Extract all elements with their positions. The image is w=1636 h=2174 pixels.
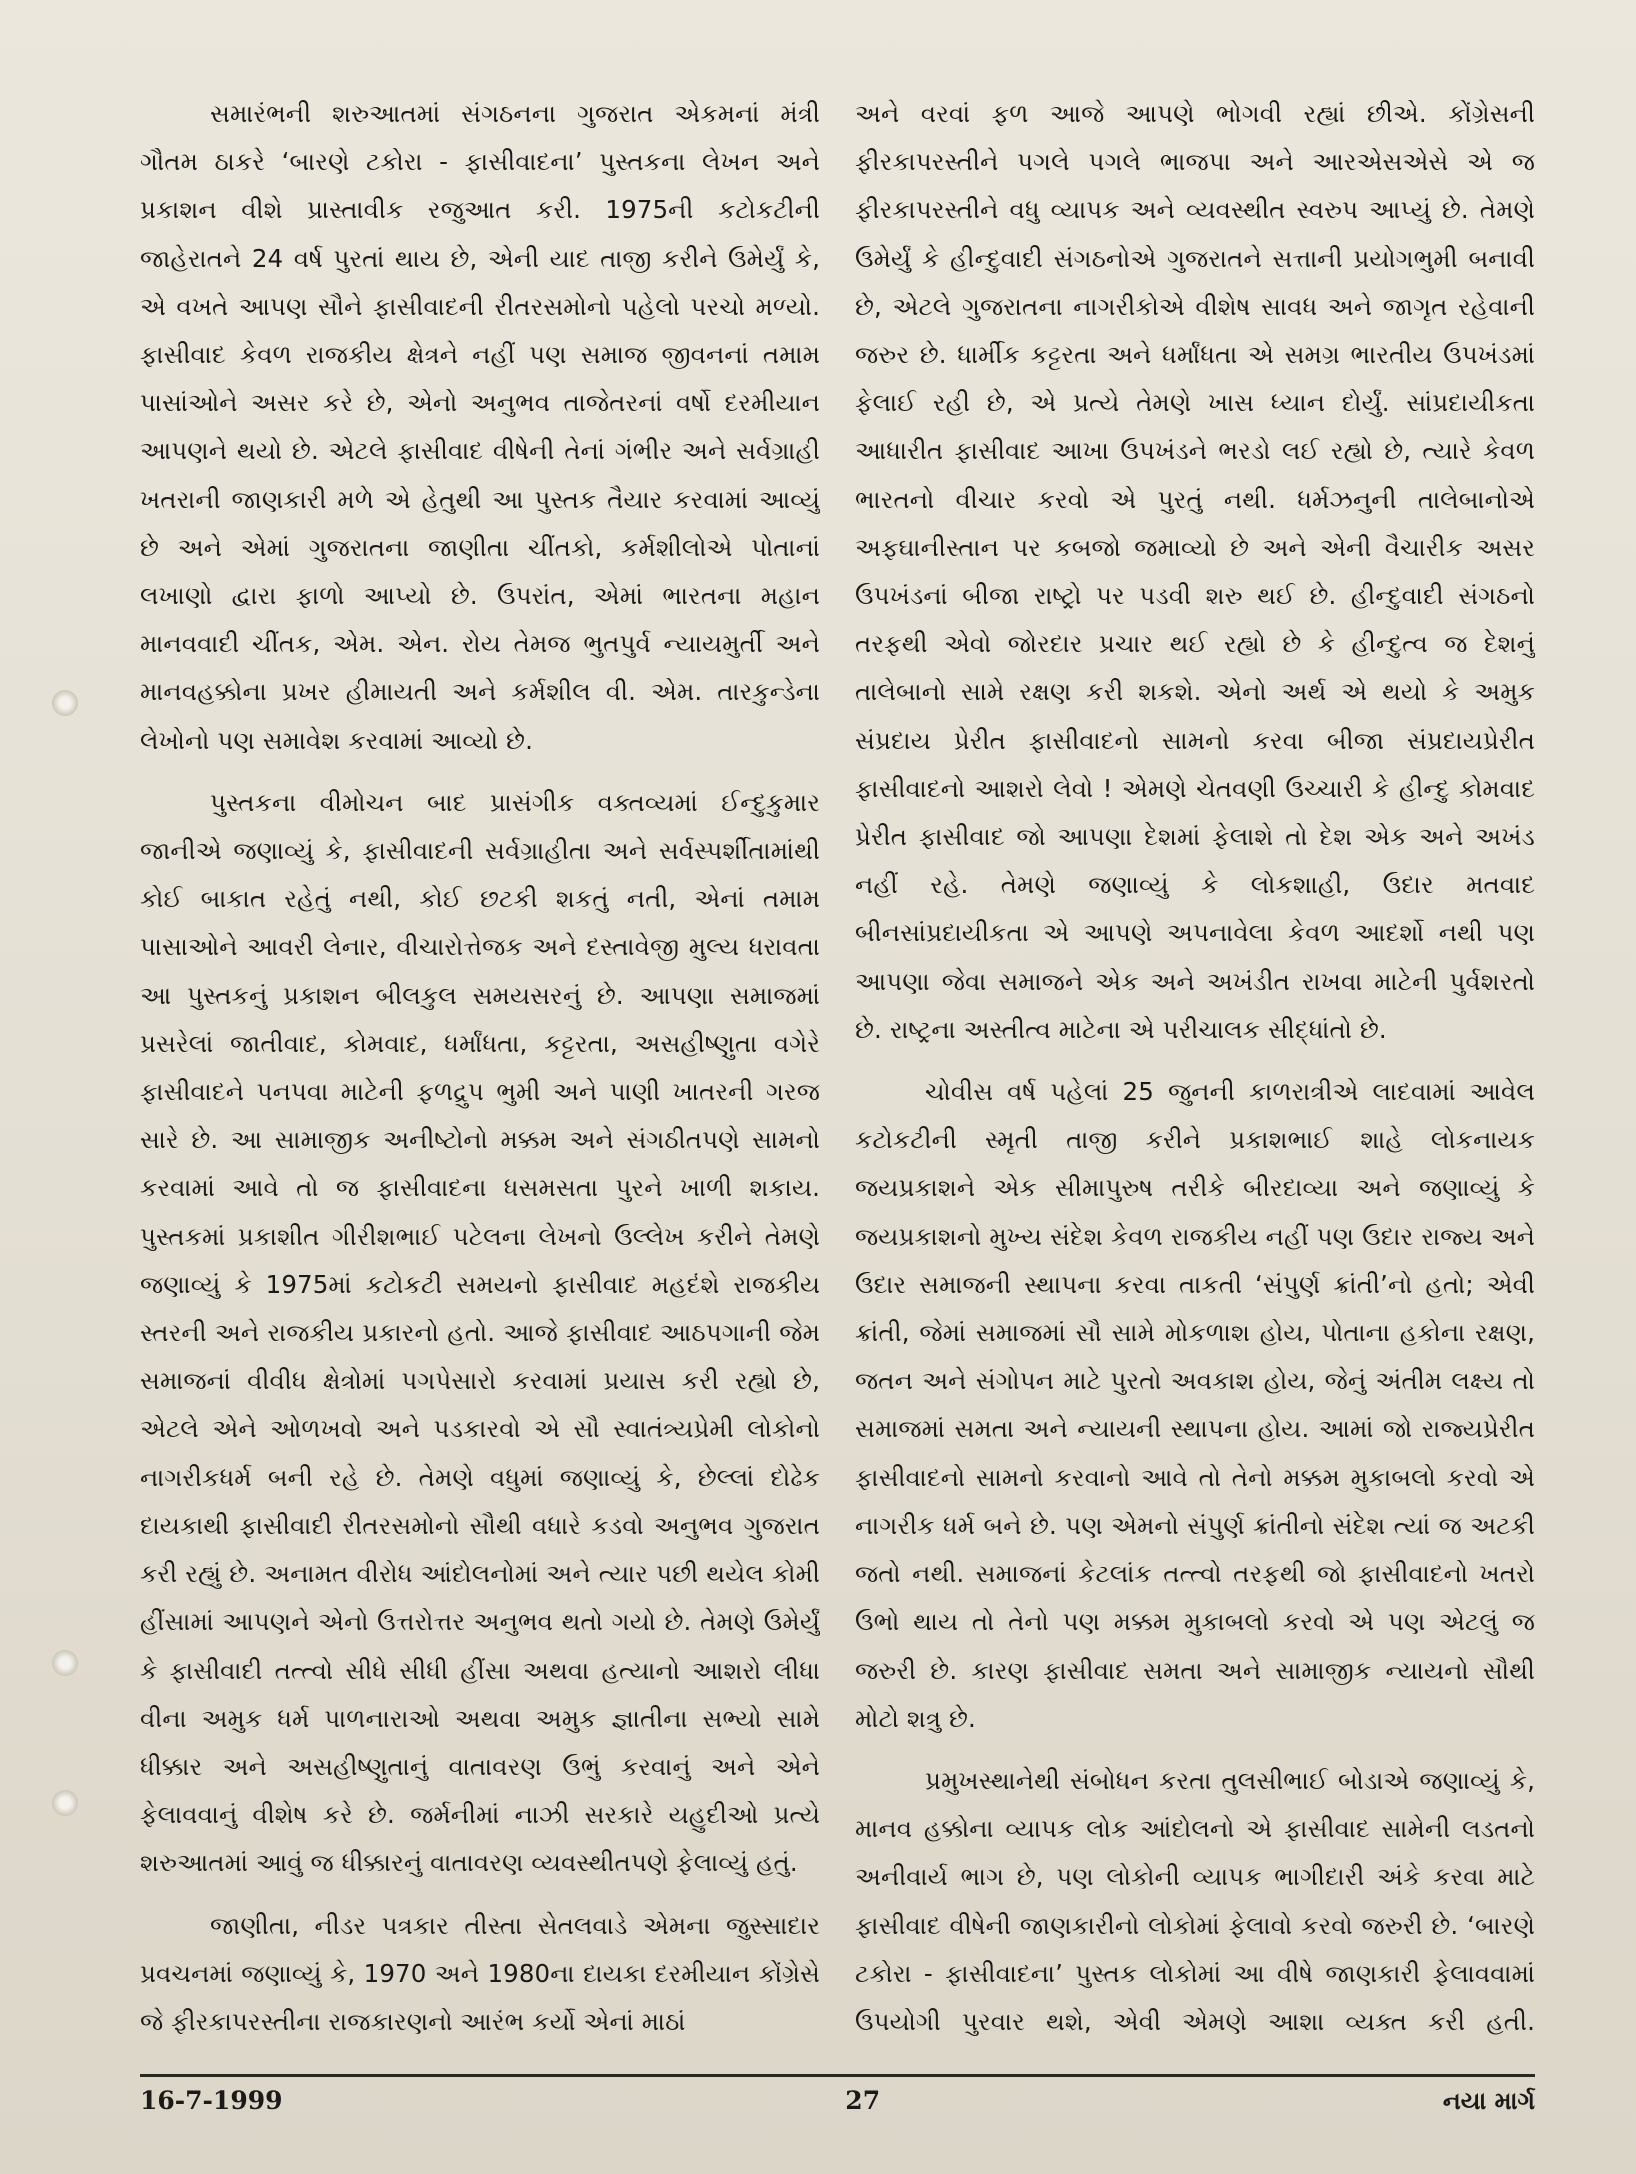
paragraph: પુસ્તકના વીમોચન બાદ પ્રાસંગીક વક્તવ્યમાં ઈન્દુકુમાર જાનીએ જણાવ્યું કે, ફાસીવાદની સર્વગ્રાહીતા અને સર્વસ્પર્શીતામાંથી કોઈ બાકાત રહેતું નથી, કોઈ છટકી શકતું નતી, એનાં તમામ પાસાઓને આવરી લેનાર, વીચારોત્તેજક અને દસ્તાવેજી મુલ્ય ધરાવતા આ પુસ્તકનું પ્રકાશન બીલકુલ સમયસરનું છે. આપણા સમાજમાં પ્રસરેલાં જાતીવાદ, કોમવાદ, ધર્માંધતા, કટ્ટરતા, અસહીષ્ણુતા વગેરે ફાસીવાદને પનપવા માટેની ફળદ્રુપ ભુમી અને પાણી ખાતરની ગરજ સારે છે. આ સામાજીક અનીષ્ટોનો મક્કમ અને સંગઠીતપણે સામનો કરવામાં આવે તો જ ફાસીવાદના ધસમસતા પુરને ખાળી શકાય. પુસ્તકમાં પ્રકાશીત ગીરીશભાઈ પટેલના લેખનો ઉલ્લેખ કરીને તેમણે જણાવ્યું કે 1975માં કટોકટી સમયનો ફાસીવાદ મહદંશે રાજકીય સ્તરની અને રાજકીય પ્રકારનો હતો. આજે ફાસીવાદ આઠપગાની જેમ સમાજનાં વીવીધ ક્ષેત્રોમાં પગપેસારો કરવામાં પ્રયાસ કરી રહ્યો છે, એટલે એને ઓળખવો અને પડકારવો એ સૌ સ્વાતંત્ર્યપ્રેમી લોકોનો નાગરીકધર્મ બની રહે છે. તેમણે વધુમાં જણાવ્યું કે, છેલ્લાં દોઢેક દાયકાથી ફાસીવાદી રીતરસમોનો સૌથી વધારે કડવો અનુભવ ગુજરાત કરી રહ્યું છે. અનામત વીરોધ આંદોલનોમાં અને ત્યાર પછી થયેલ કોમી હીંસામાં આપણને એનો ઉત્તરોત્તર અનુભવ થતો ગયો છે. તેમણે ઉમેર્યું કે ફાસીવાદી તત્ત્વો સીધે સીધી હીંસા અથવા હત્યાનો આશરો લીધા વીના અમુક ધર્મ પાળનારાઓ અથવા અમુક જ્ઞાતીના સભ્યો સામે ધીક્કાર અને અસહીષ્ણુતાનું વાતાવરણ ઉભું કરવાનું અને એને ફેલાવવાનું વીશેષ કરે છે. જર્મનીમાં નાઝી સરકારે યહુદીઓ પ્રત્યે શરુઆતમાં આવું જ ધીક્કારનું વાતાવરણ વ્યવસ્થીતપણે ફેલાવ્યું હતું. — [140, 787, 820, 1878]
paragraph-last — [855, 1757, 1535, 2050]
article-body — [140, 90, 1535, 2050]
publication-name: નયા માર્ગ — [1442, 2086, 1535, 2115]
page-number: 27 — [845, 2086, 881, 2115]
right-column — [855, 90, 1535, 2050]
punch-hole — [52, 1790, 78, 1816]
paragraph: અને વરવાં ફળ આજે આપણે ભોગવી રહ્યાં છીએ. કોંગ્રેસની ફીરકાપરસ્તીને પગલે પગલે ભાજપા અને આરએસએસે એ જ ફીરકાપરસ્તીને વધુ વ્યાપક અને વ્યવસ્થીત સ્વરુપ આપ્યું છે. તેમણે ઉમેર્યું કે હીન્દુવાદી સંગઠનોએ ગુજરાતને સત્તાની પ્રયોગભુમી બનાવી છે, એટલે ગુજરાતના નાગરીકોએ વીશેષ સાવધ અને જાગૃત રહેવાની જરુર છે. ધાર્મીક કટ્ટરતા અને ધર્માંધતા એ સમગ્ર ભારતીય ઉપખંડમાં ફેલાઈ રહી છે, એ પ્રત્યે તેમણે ખાસ ધ્યાન દોર્યું. સાંપ્રદાયીકતા આધારીત ફાસીવાદ આખા ઉપખંડને ભરડો લઈ રહ્યો છે, ત્યારે કેવળ ભારતનો વીચાર કરવો એ પુરતું નથી. ધર્મઝનુની તાલેબાનોએ અફઘાનીસ્તાન પર કબજો જમાવ્યો છે અને એની વૈચારીક અસર ઉપખંડનાં બીજા રાષ્ટ્રો પર પડવી શરુ થઈ છે. હીન્દુવાદી સંગઠનો તરફથી એવો જોરદાર પ્રચાર થઈ રહ્યો છે કે હીન્દુત્વ જ દેશનું તાલેબાનો સામે રક્ષણ કરી શકશે. એનો અર્થ એ થયો કે અમુક સંપ્રદાય પ્રેરીત ફાસીવાદનો સામનો કરવા બીજા સંપ્રદાયપ્રેરીત ફાસીવાદનો આશરો લેવો ! એમણે ચેતવણી ઉચ્ચારી કે હીન્દુ કોમવાદ પ્રેરીત ફાસીવાદ જો આપણા દેશમાં ફેલાશે તો દેશ એક અને અખંડ નહીં રહે. તેમણે જણાવ્યું કે લોકશાહી, ઉદાર મતવાદ બીનસાંપ્રદાયીકતા એ આપણે અપનાવેલા કેવળ આદર્શો નથી પણ આપણા જેવા સમાજને એક અને અખંડીત રાખવા માટેની પુર્વશરતો છે. રાષ્ટ્રના અસ્તીત્વ માટેના એ પરીચાલક સીદ્ધાંતો છે. — [855, 99, 1535, 1044]
paragraph: જાણીતા, નીડર પત્રકાર તીસ્તા સેતલવાડે એમના જુસ્સાદાર પ્રવચનમાં જણાવ્યું કે, 1970 અને 1980ના દાયકા દરમીયાન કોંગ્રેસે જે ફીરકાપરસ્તીના રાજકારણનો આરંભ કર્યો એનાં માઠાં — [140, 1910, 820, 2036]
punch-hole — [52, 690, 78, 716]
page-footer — [140, 2086, 1535, 2115]
paragraph: ચોવીસ વર્ષ પહેલાં 25 જુનની કાળરાત્રીએ લાદવામાં આવેલ કટોકટીની સ્મૃતી તાજી કરીને પ્રકાશભાઈ શાહે લોકનાયક જયપ્રકાશને એક સીમાપુરુષ તરીકે બીરદાવ્યા અને જણાવ્યું કે જયપ્રકાશનો મુખ્ય સંદેશ કેવળ રાજકીય નહીં પણ ઉદાર રાજ્ય અને ઉદાર સમાજની સ્થાપના કરવા તાકતી ‘સંપુર્ણ ક્રાંતી’નો હતો; એવી ક્રાંતી, જેમાં સમાજમાં સૌ સામે મોકળાશ હોય, પોતાના હકોના રક્ષણ, જતન અને સંગોપન માટે પુરતો અવકાશ હોય, જેનું અંતીમ લક્ષ્ય તો સમાજમાં સમતા અને ન્યાયની સ્થાપના હોય. આમાં જો રાજ્યપ્રેરીત ફાસીવાદનો સામનો કરવાનો આવે તો તેનો મક્કમ મુકાબલો કરવો એ નાગરીક ધર્મ બને છે. પણ એમનો સંપુર્ણ ક્રાંતીનો સંદેશ ત્યાં જ અટકી જતો નથી. સમાજનાં કેટલાંક તત્ત્વો તરફથી જો ફાસીવાદનો ખતરો ઉભો થાય તો તેનો પણ મક્કમ મુકાબલો કરવો એ પણ એટલું જ જરુરી છે. કારણ ફાસીવાદ સમતા અને સામાજીક ન્યાયનો સૌથી મોટો શત્રુ છે. — [855, 1077, 1535, 1733]
punch-hole — [52, 1650, 78, 1676]
paragraph-text: પ્રમુખસ્થાનેથી સંબોધન કરતા તુલસીભાઈ બોડાએ જણાવ્યું કે, માનવ હક્કોના વ્યાપક લોક આંદોલનો એ ફાસીવાદ સામેની લડતનો અનીવાર્ય ભાગ છે, પણ લોકોની વ્યાપક ભાગીદારી અંકે કરવા માટે ફાસીવાદ વીષેની જાણકારીનો લોકોમાં ફેલાવો કરવો જરુરી છે. ‘બારણે ટકોરા - ફાસીવાદના’ પુસ્તક લોકોમાં આ વીષે જાણકારી ફેલાવવામાં ઉપયોગી પુરવાર થશે, એવી એમણે આશા વ્યક્ત કરી હતી. — [855, 1765, 1535, 2036]
issue-date: 16-7-1999 — [140, 2086, 283, 2115]
left-column — [140, 90, 820, 2050]
paragraph: સમારંભની શરુઆતમાં સંગઠનના ગુજરાત એકમનાં મંત્રી ગૌતમ ઠાકરે ‘બારણે ટકોરા - ફાસીવાદના’ પુસ્તકના લેખન અને પ્રકાશન વીશે પ્રાસ્તાવીક રજુઆત કરી. 1975ની કટોકટીની જાહેરાતને 24 વર્ષ પુરતાં થાય છે, એની યાદ તાજી કરીને ઉમેર્યું કે, એ વખતે આપણ સૌને ફાસીવાદની રીતરસમોનો પહેલો પરચો મળ્યો. ફાસીવાદ કેવળ રાજકીય ક્ષેત્રને નહીં પણ સમાજ જીવનનાં તમામ પાસાંઓને અસર કરે છે, એનો અનુભવ તાજેતરનાં વર્ષો દરમીયાન આપણને થયો છે. એટલે ફાસીવાદ વીષેની તેનાં ગંભીર અને સર્વગ્રાહી ખતરાની જાણકારી મળે એ હેતુથી આ પુસ્તક તૈયાર કરવામાં આવ્યું છે અને એમાં ગુજરાતના જાણીતા ચીંતકો, કર્મશીલોએ પોતાનાં લખાણો દ્વારા ફાળો આપ્યો છે. ઉપરાંત, એમાં ભારતના મહાન માનવવાદી ચીંતક, એમ. એન. રોય તેમજ ભુતપુર્વ ન્યાયમુર્તી અને માનવહક્કોના પ્રખર હીમાયતી અને કર્મશીલ વી. એમ. તારકુન્ડેના લેખોનો પણ સમાવેશ કરવામાં આવ્યો છે. — [140, 99, 820, 755]
footer-rule — [140, 2074, 1535, 2077]
